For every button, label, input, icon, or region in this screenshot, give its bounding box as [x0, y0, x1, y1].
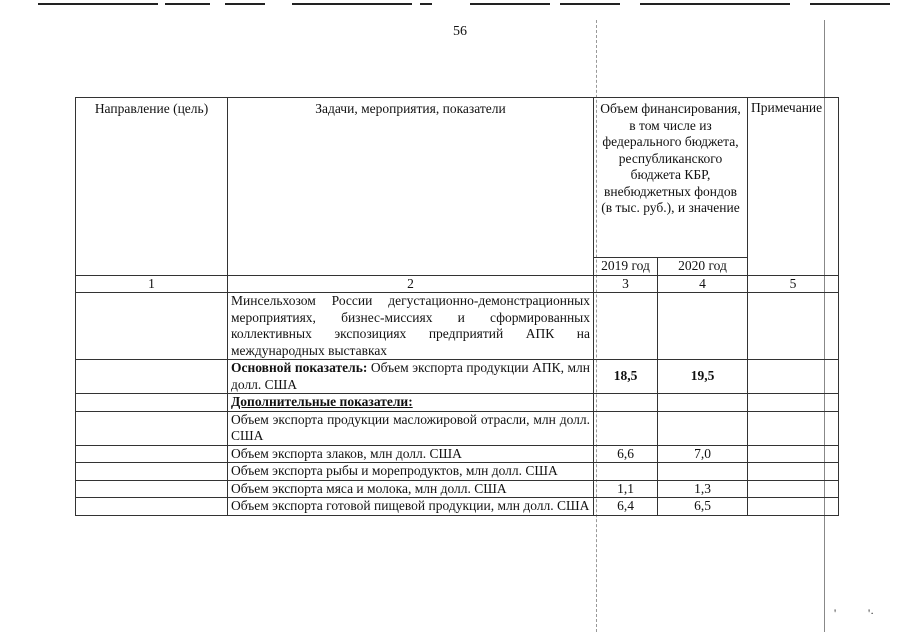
task-text: Объем экспорта продукции АПК, млн долл. США	[231, 360, 591, 392]
column-number: 3	[594, 275, 658, 293]
scan-speck: '	[834, 606, 837, 620]
scan-edge-line	[420, 3, 432, 5]
table-row	[76, 360, 839, 394]
value-2019	[594, 463, 658, 481]
direction-cell	[76, 445, 228, 463]
header-note: Примечание	[748, 98, 839, 276]
task-cell	[228, 360, 594, 394]
header-year-2019: 2019 год	[594, 258, 658, 276]
value-2019: 1,1	[594, 480, 658, 498]
note-cell	[748, 360, 839, 394]
scan-edge-line	[165, 3, 210, 5]
task-cell: Объем экспорта злаков, млн долл. США	[228, 445, 594, 463]
scan-speck: '·	[868, 606, 875, 620]
direction-cell	[76, 411, 228, 445]
header-year-2020: 2020 год	[658, 258, 748, 276]
scan-edge-line	[810, 3, 890, 5]
value-2019	[594, 394, 658, 412]
table-row	[76, 498, 839, 516]
note-cell	[748, 463, 839, 481]
table-row	[76, 480, 839, 498]
additional-indicators-heading: Дополнительные показатели:	[228, 394, 594, 412]
column-number: 2	[228, 275, 594, 293]
column-number-row	[76, 275, 839, 293]
value-2020	[658, 411, 748, 445]
table-header-row	[76, 98, 839, 258]
value-2020	[658, 463, 748, 481]
note-cell	[748, 411, 839, 445]
column-number: 5	[748, 275, 839, 293]
note-cell	[748, 498, 839, 516]
direction-cell	[76, 480, 228, 498]
column-number: 4	[658, 275, 748, 293]
header-direction: Направление (цель)	[76, 98, 228, 276]
page-number: 56	[453, 24, 467, 39]
main-indicator-label: Основной показатель:	[231, 360, 368, 375]
column-number: 1	[76, 275, 228, 293]
header-tasks: Задачи, мероприятия, показатели	[228, 98, 594, 276]
task-cell: Объем экспорта рыбы и морепродуктов, млн долл. США	[228, 463, 594, 481]
scan-edge-line	[38, 3, 158, 5]
value-2020: 1,3	[658, 480, 748, 498]
value-2019: 6,6	[594, 445, 658, 463]
note-cell	[748, 480, 839, 498]
task-cell: Объем экспорта мяса и молока, млн долл. США	[228, 480, 594, 498]
task-cell: Объем экспорта готовой пищевой продукции, млн долл. США	[228, 498, 594, 516]
value-2019	[594, 293, 658, 360]
value-2019	[594, 411, 658, 445]
scan-edge-line	[292, 3, 412, 5]
scan-edge-line	[560, 3, 620, 5]
direction-cell	[76, 360, 228, 394]
note-cell	[748, 293, 839, 360]
table-row	[76, 445, 839, 463]
value-2020: 7,0	[658, 445, 748, 463]
header-financing: Объем финансирования, в том числе из федерального бюджета, республиканского бюджета КБР, внебюджетных фондов (в тыс. руб.), и значение	[594, 98, 748, 258]
direction-cell	[76, 293, 228, 360]
table-row	[76, 411, 839, 445]
note-cell	[748, 445, 839, 463]
direction-cell	[76, 394, 228, 412]
direction-cell	[76, 463, 228, 481]
value-2020: 19,5	[658, 360, 748, 394]
value-2020	[658, 293, 748, 360]
scan-edge-line	[470, 3, 550, 5]
value-2019: 18,5	[594, 360, 658, 394]
direction-cell	[76, 498, 228, 516]
table-row	[76, 394, 839, 412]
scan-edge-line	[640, 3, 790, 5]
financing-table	[75, 97, 839, 516]
scan-edge-line	[225, 3, 265, 5]
table-row	[76, 293, 839, 360]
value-2020	[658, 394, 748, 412]
value-2019: 6,4	[594, 498, 658, 516]
task-cell: Объем экспорта продукции масложировой отрасли, млн долл. США	[228, 411, 594, 445]
task-cell: Минсельхозом России дегустационно-демонстрационных мероприятиях, бизнес-миссиях и сформированных коллективных экспозициях предприятий АПК на международных выставках	[228, 293, 594, 360]
value-2020: 6,5	[658, 498, 748, 516]
table-row	[76, 463, 839, 481]
note-cell	[748, 394, 839, 412]
